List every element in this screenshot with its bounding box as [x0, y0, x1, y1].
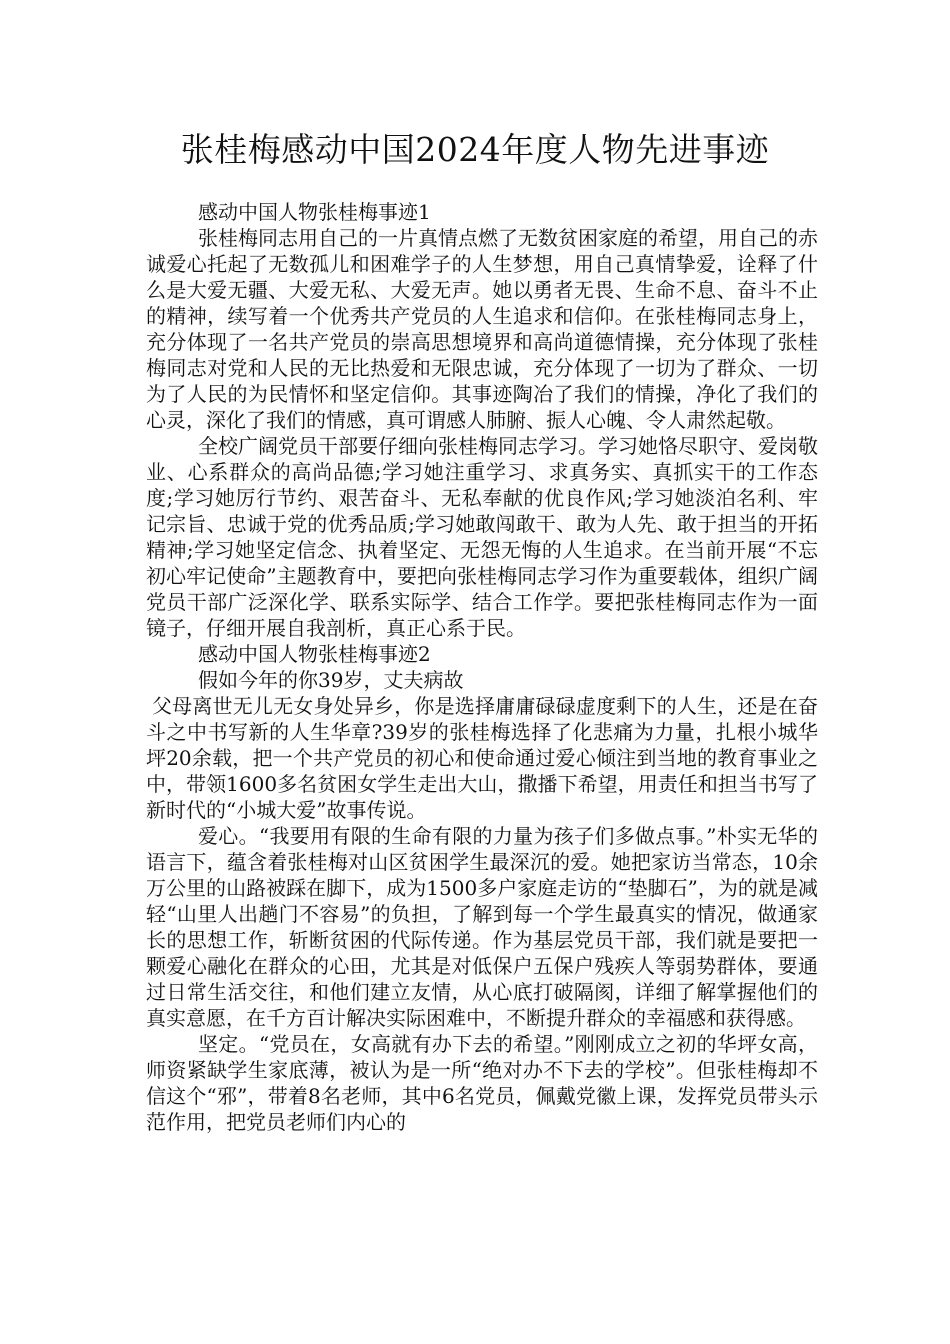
document-body — [146, 199, 818, 1135]
section-heading-1: 感动中国人物张桂梅事迹1 — [198, 200, 431, 224]
document-title: 张桂梅感动中国2024年度人物先进事迹 — [180, 130, 770, 169]
paragraph: 全校广阔党员干部要仔细向张桂梅同志学习。学习她恪尽职守、爱岗敬业、心系群众的高尚品德;学习她注重学习、求真务实、真抓实干的工作态度;学习她厉行节约、艰苦奋斗、无私奉献的优良作风;学习她淡泊名利、牢记宗旨、忠诚于党的优秀品质;学习她敢闯敢干、敢为人先、敢于担当的开拓精神;学习她坚定信念、执着坚定、无怨无悔的人生追求。在当前开展“不忘初心牢记使命”主题教育中，要把向张桂梅同志学习作为重要载体，组织广阔党员干部广泛深化学、联系实际学、结合工作学。要把张桂梅同志作为一面镜子，仔细开展自我剖析，真正心系于民。 — [146, 434, 818, 640]
paragraph: 假如今年的你39岁，丈夫病故 — [198, 668, 464, 692]
paragraph: 爱心。“我要用有限的生命有限的力量为孩子们多做点事。”朴实无华的语言下，蕴含着张桂梅对山区贫困学生最深沉的爱。她把家访当常态，10余万公里的山路被踩在脚下，成为1500多户家庭走访的“垫脚石”，为的就是减轻“山里人出趟门不容易”的负担，了解到每一个学生最真实的情况，做通家长的思想工作，斩断贫困的代际传递。作为基层党员干部，我们就是要把一颗爱心融化在群众的心田，尤其是对低保户五保户残疾人等弱势群体，要通过日常生活交往，和他们建立友情，从心底打破隔阂，详细了解掌握他们的真实意愿，在千方百计解决实际困难中，不断提升群众的幸福感和获得感。 — [146, 824, 818, 1030]
paragraph: 张桂梅同志用自己的一片真情点燃了无数贫困家庭的希望，用自己的赤诚爱心托起了无数孤儿和困难学子的人生梦想，用自己真情挚爱，诠释了什么是大爱无疆、大爱无私、大爱无声。她以勇者无畏、生命不息、奋斗不止的精神，续写着一个优秀共产党员的人生追求和信仰。在张桂梅同志身上，充分体现了一名共产党员的崇高思想境界和高尚道德情操，充分体现了张桂梅同志对党和人民的无比热爱和无限忠诚，充分体现了一切为了群众、一切为了人民的为民情怀和坚定信仰。其事迹陶冶了我们的情操，净化了我们的心灵，深化了我们的情感，真可谓感人肺腑、振人心魄、令人肃然起敬。 — [146, 226, 818, 432]
paragraph: 坚定。“党员在，女高就有办下去的希望。”刚刚成立之初的华坪女高，师资紧缺学生家底薄，被认为是一所“绝对办不下去的学校”。但张桂梅却不信这个“邪”，带着8名老师，其中6名党员，佩戴党徽上课，发挥党员带头示范作用，把党员老师们内心的 — [146, 1032, 818, 1134]
section-heading-2: 感动中国人物张桂梅事迹2 — [198, 642, 431, 666]
paragraph: 父母离世无儿无女身处异乡，你是选择庸庸碌碌虚度剩下的人生，还是在奋斗之中书写新的人生华章?39岁的张桂梅选择了化悲痛为力量，扎根小城华坪20余载，把一个共产党员的初心和使命通过爱心倾注到当地的教育事业之中，带领1600多名贫困女学生走出大山，撒播下希望，用责任和担当书写了新时代的“小城大爱”故事传说。 — [146, 694, 818, 822]
